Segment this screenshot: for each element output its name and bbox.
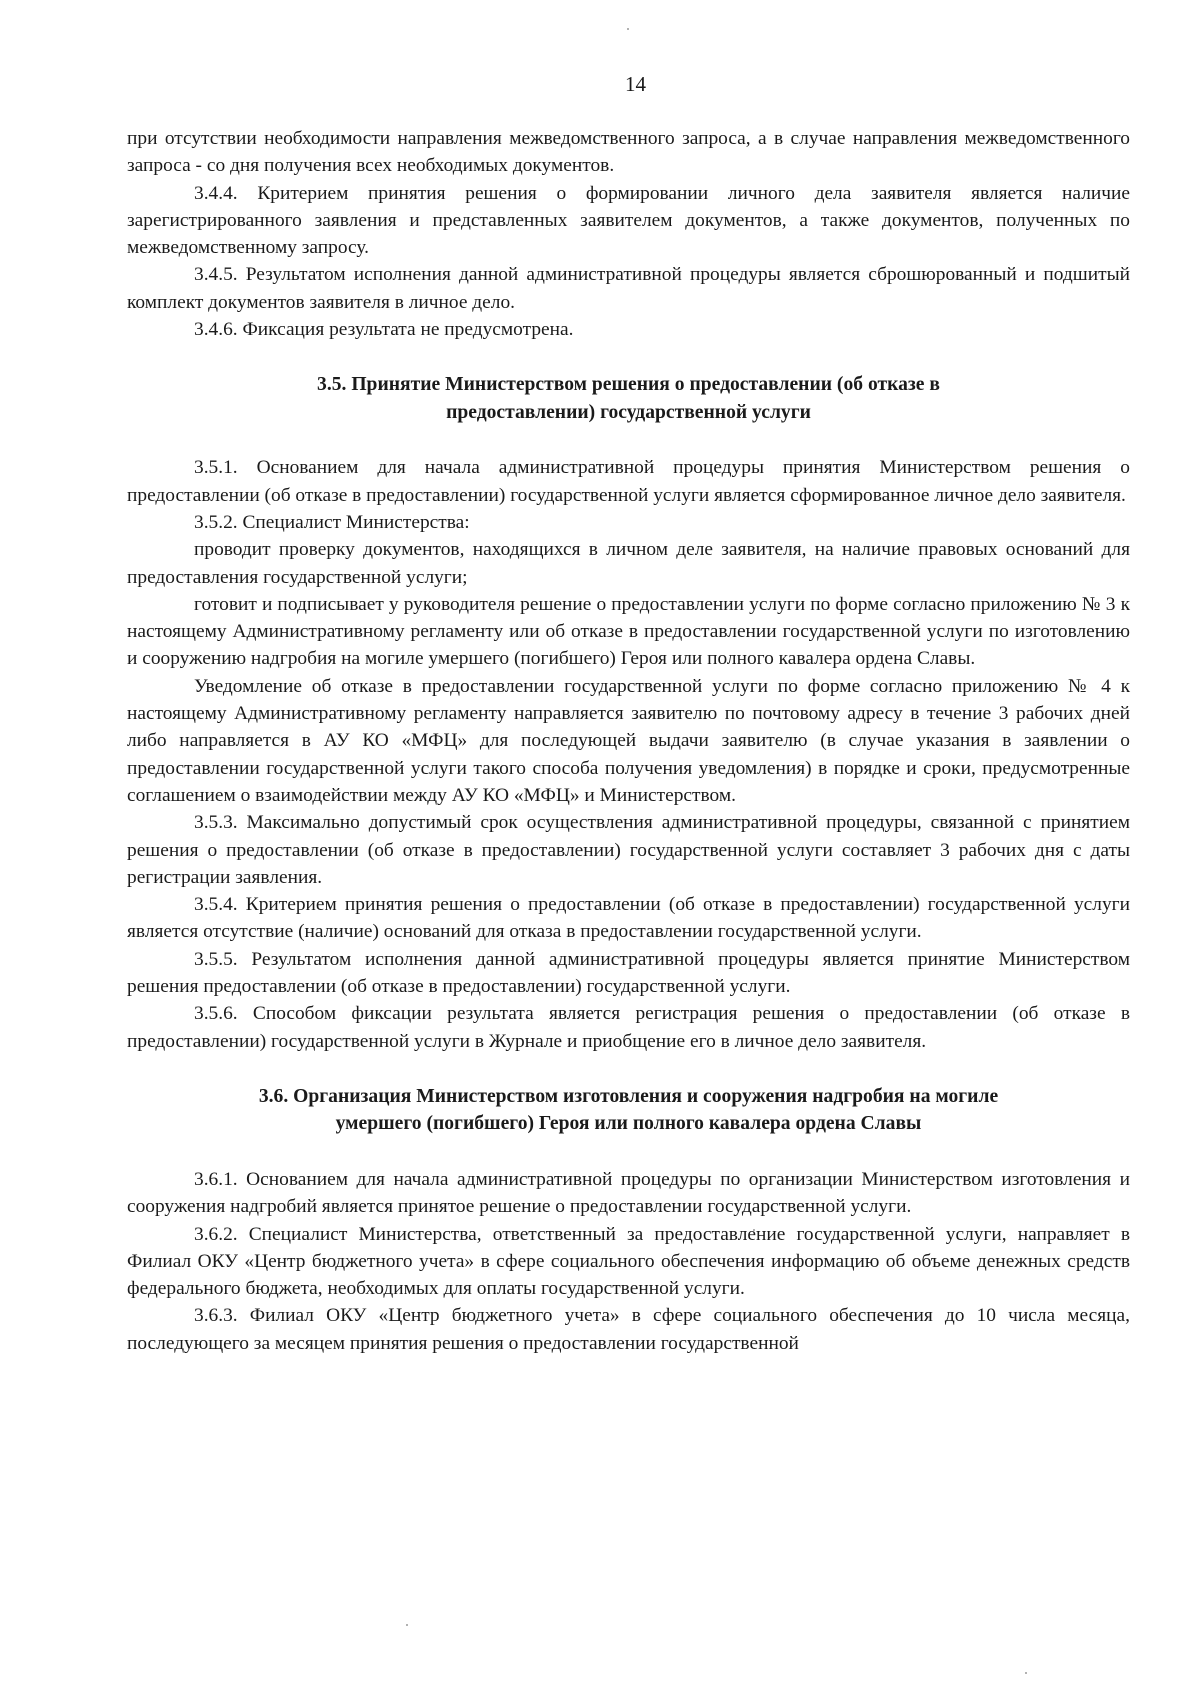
- paragraph-3-5-4: 3.5.4. Критерием принятия решения о предоставлении (об отказе в предоставлении) государственной услуги является отсутствие (наличие) оснований для отказа в предоставлении государственной услуги.: [127, 894, 1130, 943]
- paragraph-3-5-5: 3.5.5. Результатом исполнения данной административной процедуры является принятие Министерством решения предоставлении (об отказе в предоставлении) государственной услуги.: [127, 948, 1130, 998]
- paragraph-3-5-1: 3.5.1. Основанием для начала административной процедуры принятия Министерством решения о предоставлении (об отказе в предоставлении) государственной услуги является сформированное личное дело заявителя.: [127, 457, 1130, 506]
- paragraph-3-6-3: 3.6.3. Филиал ОКУ «Центр бюджетного учета» в сфере социального обеспечения до 10 числа месяца, последующего за месяцем принятия решения о предоставлении государственной: [127, 1305, 1130, 1354]
- section-heading-3-5: [127, 371, 1130, 426]
- section-heading-3-5-line1: 3.5. Принятие Министерством решения о предоставлении (об отказе в: [317, 374, 940, 396]
- paragraph-3-5-2-item-check: проводит проверку документов, находящихся в личном деле заявителя, на наличие правовых оснований для предоставления государственной услуги;: [127, 539, 1130, 588]
- section-heading-3-6: [127, 1083, 1130, 1138]
- section-heading-3-6-line2: умершего (погибшего) Героя или полного кавалера ордена Славы: [335, 1113, 922, 1135]
- paragraph-3-5-2: 3.5.2. Специалист Министерства:: [194, 511, 470, 533]
- page-number: 14: [625, 72, 646, 96]
- section-heading-3-6-line1: 3.6. Организация Министерством изготовления и сооружения надгробия на могиле: [258, 1085, 999, 1107]
- paragraph-3-5-2-item-prepare: готовит и подписывает у руководителя решение о предоставлении услуги по форме согласно приложению № 3 к настоящему Административному регламенту или об отказе в предоставлении государственной услуги по изготовлению и сооружению надгробия на могиле умершего (погибшего) Героя или полного кавалера ордена Славы.: [127, 593, 1130, 670]
- paragraph-notice-refusal: Уведомление об отказе в предоставлении государственной услуги по форме согласно приложению № 4 к настоящему Административному регламенту направляется заявителю по почтовому адресу в течение 3 рабочих дней либо направляется в АУ КО «МФЦ» для последующей выдачи заявителю (в случае указания в заявлении о предоставлении государственной услуги такого способа получения уведомления) в порядке и сроки, предусмотренные соглашением о взаимодействии между АУ КО «МФЦ» и Министерством.: [127, 675, 1130, 806]
- paragraph-continuation: при отсутствии необходимости направления межведомственного запроса, а в случае направления межведомственного запроса - со дня получения всех необходимых документов.: [127, 128, 1130, 177]
- paragraph-3-4-4: 3.4.4. Критерием принятия решения о формировании личного дела заявителя является наличие зарегистрированного заявления и представленных заявителем документов, а также документов, полученных по межведомственному запросу.: [127, 182, 1130, 259]
- scan-speck: [627, 28, 629, 30]
- paragraph-3-6-1: 3.6.1. Основанием для начала административной процедуры по организации Министерством изготовления и сооружения надгробий является принятое решение о предоставлении государственной услуги.: [127, 1168, 1130, 1218]
- document-page: [127, 72, 1130, 1357]
- paragraph-3-4-5: 3.4.5. Результатом исполнения данной административной процедуры является сброшюрованный и подшитый комплект документов заявителя в личное дело.: [127, 264, 1130, 313]
- scan-speck: [1025, 1672, 1027, 1674]
- paragraph-3-4-6: 3.4.6. Фиксация результата не предусмотрена.: [194, 319, 574, 341]
- paragraph-3-5-3: 3.5.3. Максимально допустимый срок осуществления административной процедуры, связанной с принятием решения о предоставлении (об отказе в предоставлении) государственной услуги составляет 3 рабочих дня с даты регистрации заявления.: [127, 812, 1130, 888]
- section-heading-3-5-line2: предоставлении) государственной услуги: [446, 401, 811, 423]
- paragraph-3-5-6: 3.5.6. Способом фиксации результата является регистрация решения о предоставлении (об отказе в предоставлении) государственной услуги в Журнале и приобщение его в личное дело заявителя.: [127, 1003, 1130, 1052]
- paragraph-3-6-2: 3.6.2. Специалист Министерства, ответственный за предоставление государственной услуги, направляет в Филиал ОКУ «Центр бюджетного учета» в сфере социального обеспечения информацию об объеме денежных средств федерального бюджета, необходимых для оплаты государственной услуги.: [127, 1223, 1130, 1300]
- scan-speck: [406, 1624, 408, 1626]
